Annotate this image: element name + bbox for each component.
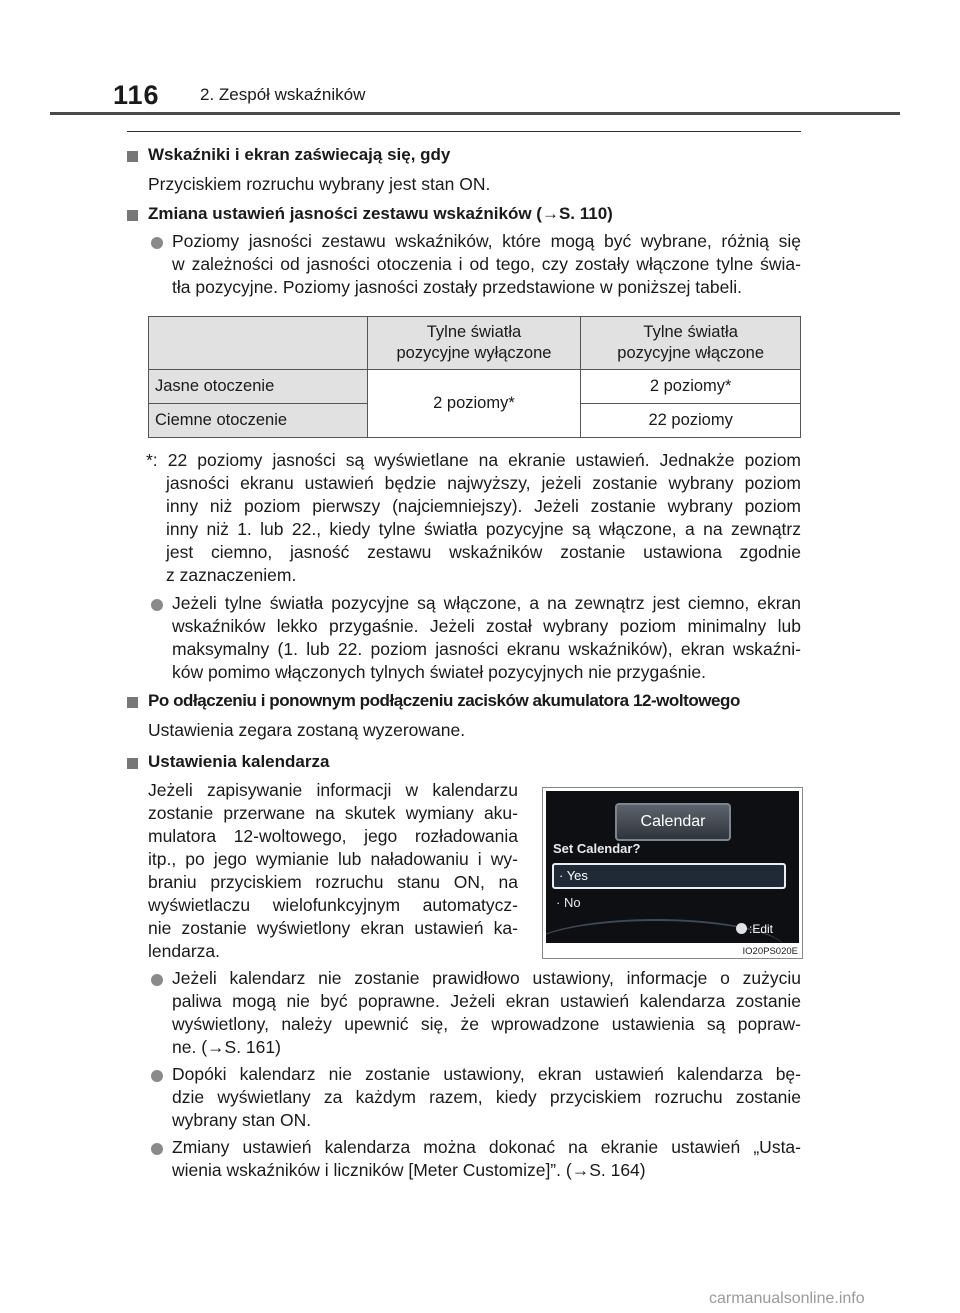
brightness-table [148,316,801,438]
section-marker-icon [127,758,138,769]
section-marker-icon [127,697,138,708]
bullet-text: Dopóki kalendarz nie zostanie ustawiony, ekran ustawień kalendarza bę- dzie wyświetlany za każdym razem, kiedy przyciskiem rozruchu zostanie wybrany stan ON. [172,1064,801,1130]
bullet-icon [151,1143,163,1155]
screen-question: Set Calendar? [553,841,641,856]
section-heading: Ustawienia kalendarza [148,752,330,771]
edit-hint: :Edit [736,922,773,936]
bullet-text: Zmiany ustawień kalendarza można dokonać na ekranie ustawień „Usta- wienia wskaźników i liczników [Meter Customize]”. (→S. 164) [172,1137,801,1180]
bullet-text: Jeżeli kalendarz nie zostanie prawidłowo ustawiony, informacje o zużyciu paliwa mogą nie być poprawne. Jeżeli ekran ustawień kalendarza zostanie wyświetlony, należy upewnić się, że wprowadzone ustawienia są popraw- ne. (→S. 161) [172,968,801,1057]
content-rule [127,131,801,132]
calendar-screen-figure [542,787,803,959]
watermark: carmanualsonline.info [709,1290,865,1307]
table-footnote: *: 22 poziomy jasności są wyświetlane na ekranie ustawień. Jednakże poziom jasności ekranu ustawień będzie najwyższy, jeżeli zostanie wybrany poziom inny niż poziom pierwszy (najciemniejszy). Jeżeli zostanie wybrany poziom inny niż 1. lub 22., kiedy tylne światła pozycyjne są włączone, a na zewnątrz jest ciemno, jasność zestawu wskaźników zostanie ustawiona zgodnie z zaznaczeniem. [146,450,801,585]
header-rule [50,112,900,115]
screen-title: Calendar [615,803,731,841]
chapter-title: 2. Zespół wskaźników [200,85,366,104]
section-body: Ustawienia zegara zostaną wyzerowane. [148,720,466,740]
table-header-empty [149,317,368,370]
section-body: Przyciskiem rozruchu wybrany jest stan ON. [148,174,491,194]
option-no: · No [556,895,581,910]
row-label-dark: Ciemne otoczenie [149,404,368,438]
section-heading: Wskaźniki i ekran zaświecają się, gdy [148,145,451,164]
section-marker-icon [127,151,138,162]
bullet-icon [151,599,163,611]
bullet-icon [151,974,163,986]
figure-code: IO20PS020E [742,946,798,957]
page-header [0,0,960,120]
section-heading: Po odłączeniu i ponownym podłączeniu zacisków akumulatora 12-woltowego [148,691,740,710]
table-header-lights-off: Tylne światła pozycyjne wyłączone [367,317,581,370]
cell-bright-lights-on: 2 poziomy* [581,370,801,404]
calendar-intro: Jeżeli zapisywanie informacji w kalendarzu zostanie przerwane na skutek wymiany aku- mulatora 12-woltowego, jego rozładowania itp., po jego wymianie lub naładowaniu i wy- braniu przyciskiem rozruchu stanu ON, na wyświetlaczu wielofunkcyjnym automatycz- nie zostanie wyświetlony ekran ustawień ka- lendarza. [148,780,518,961]
bullet-text: Jeżeli tylne światła pozycyjne są włączone, a na zewnątrz jest ciemno, ekran wskaźników lekko przygaśnie. Jeżeli został wybrany poziom minimalny lub maksymalny (1. lub 22. poziom jasności ekranu wskaźników), ekran wskaźni- ków pomimo włączonych tylnych świateł pozycyjnych nie przygaśnie. [172,593,801,682]
bullet-icon [151,1070,163,1082]
option-yes: · Yes [552,863,786,889]
table-header-lights-on: Tylne światła pozycyjne włączone [581,317,801,370]
page-number: 116 [113,80,160,110]
bullet-icon [151,237,163,249]
cell-dark-lights-on: 22 poziomy [581,404,801,438]
bullet-text: Poziomy jasności zestawu wskaźników, które mogą być wybrane, różnią się w zależności od jasności otoczenia i od tego, czy zostały włączone tylne świa- tła pozycyjne. Poziomy jasności zostały przedstawione w poniższej tabeli. [172,231,801,297]
multi-info-display [546,791,799,943]
button-icon [736,923,747,934]
cell-lights-off: 2 poziomy* [367,370,581,438]
section-marker-icon [127,210,138,221]
section-heading: Zmiana ustawień jasności zestawu wskaźników (→S. 110) [148,204,613,223]
row-label-bright: Jasne otoczenie [149,370,368,404]
